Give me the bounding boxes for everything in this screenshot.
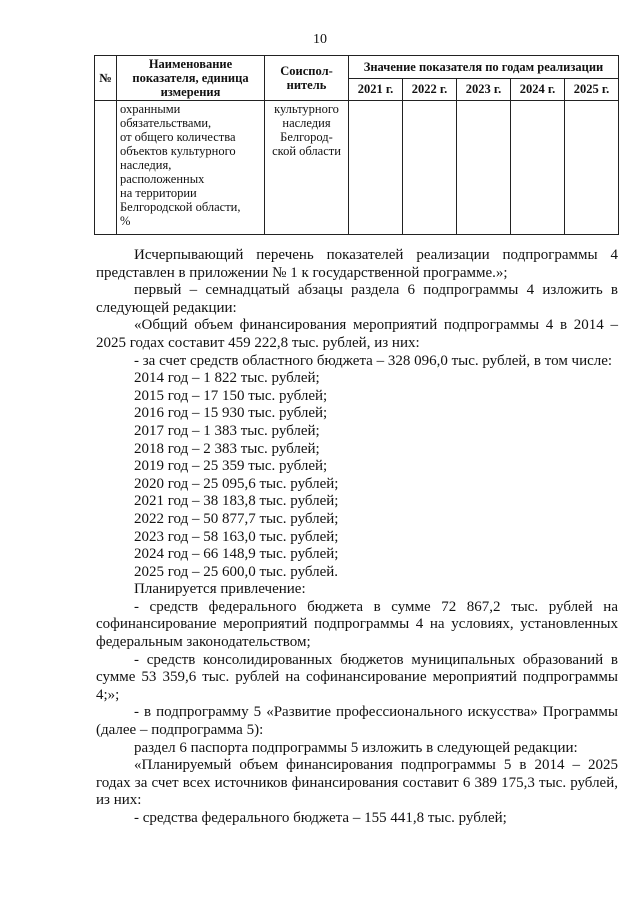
row-executor <box>265 101 349 235</box>
row-executor-line: культурного <box>274 102 339 116</box>
year-line: 2019 год – 25 359 тыс. рублей; <box>134 458 328 475</box>
year-line: 2021 год – 38 183,8 тыс. рублей; <box>134 493 339 510</box>
year-line: 2020 год – 25 095,6 тыс. рублей; <box>134 475 339 492</box>
paragraph: - в подпрограмму 5 «Развитие профессионального искусства» Программы (далее – подпрограмма 5): <box>96 704 618 739</box>
paragraph: «Общий объем финансирования мероприятий подпрограммы 4 в 2014 – 2025 годах составит 459 222,8 тыс. рублей, из них: <box>96 317 618 351</box>
paragraph: - средств федерального бюджета в сумме 72 867,2 тыс. рублей на софинансирование мероприятий подпрограммы 4 на условиях, установленных федеральным законодательством; <box>96 598 618 651</box>
row-name-line: Белгородской области, <box>120 200 241 214</box>
row-name <box>117 101 265 235</box>
row-value <box>349 101 403 235</box>
paragraph: Исчерпывающий перечень показателей реализации подпрограммы 4 представлен в приложении № 1 к государственной программе.»; <box>96 247 618 281</box>
header-year: 2023 г. <box>457 78 511 101</box>
paragraph: Планируется привлечение: <box>134 581 306 598</box>
paragraph: - средств консолидированных бюджетов муниципальных образований в сумме 53 359,6 тыс. рублей на софинансирование мероприятий подпрограммы 4;»; <box>96 651 618 703</box>
row-name-line: охранными <box>120 102 181 116</box>
row-num <box>95 101 117 235</box>
header-num: № <box>95 56 117 101</box>
paragraph: - за счет средств областного бюджета – 328 096,0 тыс. рублей, в том числе: <box>134 352 613 369</box>
table-row <box>95 101 619 235</box>
page-number: 10 <box>313 32 327 47</box>
row-name-line: обязательствами, <box>120 116 212 130</box>
header-year: 2021 г. <box>349 78 403 101</box>
header-year: 2025 г. <box>565 78 619 101</box>
row-name-line: объектов культурного <box>120 144 236 158</box>
year-line: 2022 год – 50 877,7 тыс. рублей; <box>134 510 339 527</box>
header-name: Наименование показателя, единица измерения <box>117 56 265 101</box>
paragraph: первый – семнадцатый абзацы раздела 6 подпрограммы 4 изложить в следующей редакции: <box>96 282 618 316</box>
year-line: 2024 год – 66 148,9 тыс. рублей; <box>134 546 339 563</box>
row-value <box>565 101 619 235</box>
row-executor-line: ской области <box>272 144 341 158</box>
header-year: 2024 г. <box>511 78 565 101</box>
row-value <box>457 101 511 235</box>
year-line: 2018 год – 2 383 тыс. рублей; <box>134 440 320 457</box>
row-name-line: на территории <box>120 186 197 200</box>
year-line: 2015 год – 17 150 тыс. рублей; <box>134 387 328 404</box>
document-body <box>96 247 618 828</box>
row-value <box>511 101 565 235</box>
row-name-line: расположенных <box>120 172 205 186</box>
year-line: 2014 год – 1 822 тыс. рублей; <box>134 370 320 387</box>
year-line: 2016 год – 15 930 тыс. рублей; <box>134 405 328 422</box>
row-executor-line: наследия <box>282 116 331 130</box>
year-line: 2017 год – 1 383 тыс. рублей; <box>134 422 320 439</box>
paragraph: раздел 6 паспорта подпрограммы 5 изложить в следующей редакции: <box>134 739 578 756</box>
row-value <box>403 101 457 235</box>
year-line: 2023 год – 58 163,0 тыс. рублей; <box>134 528 339 545</box>
paragraph: «Планируемый объем финансирования подпрограммы 5 в 2014 – 2025 годах за счет всех источников финансирования составит 6 389 175,3 тыс. рублей, из них: <box>96 757 618 809</box>
year-line: 2025 год – 25 600,0 тыс. рублей. <box>134 563 339 580</box>
row-name-line: от общего количества <box>120 130 236 144</box>
header-executor: Соиспол-нитель <box>265 56 349 101</box>
header-values-group: Значение показателя по годам реализации <box>349 56 619 79</box>
paragraph: - средства федерального бюджета – 155 441,8 тыс. рублей; <box>134 810 507 826</box>
row-name-line: наследия, <box>120 158 172 172</box>
indicators-table <box>94 55 619 235</box>
row-executor-line: Белгород- <box>280 130 333 144</box>
row-name-line: % <box>120 214 131 228</box>
header-year: 2022 г. <box>403 78 457 101</box>
